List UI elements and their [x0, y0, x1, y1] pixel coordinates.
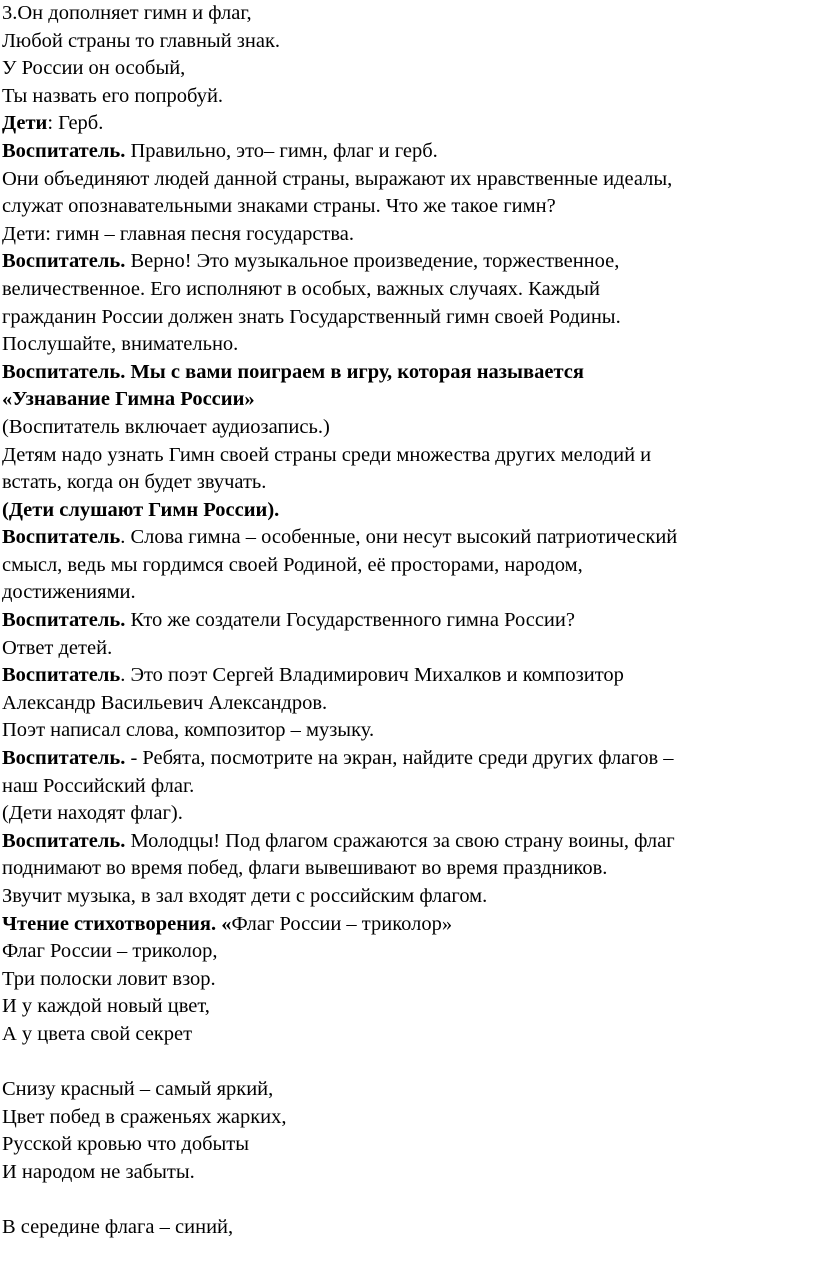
speaker-label: Воспитатель: [2, 526, 121, 549]
reply-text: Кто же создатели Государственного гимна России?: [125, 609, 575, 632]
teacher-paragraph: [2, 524, 812, 607]
teacher-paragraph: [2, 745, 812, 800]
children-reply-line: Ответ детей.: [2, 636, 113, 659]
reply-text: Правильно, это– гимн, флаг и герб.: [125, 139, 438, 162]
reply-text: : Герб.: [47, 112, 104, 135]
text-line: [2, 359, 812, 387]
speaker-label: Воспитатель.: [2, 250, 126, 273]
teacher-paragraph: [2, 828, 812, 883]
poem-stanza: [2, 938, 812, 1048]
text-line: [2, 524, 812, 552]
speaker-label: Воспитатель.: [2, 139, 126, 162]
poem-line: Три полоски ловит взор.: [2, 967, 216, 990]
speaker-label: Воспитатель: [2, 664, 121, 687]
stanza-gap: [2, 1049, 812, 1077]
speaker-label: Воспитатель.: [2, 747, 126, 770]
poem-line: Русской кровью что добыты: [2, 1133, 250, 1156]
reply-text: - Ребята, посмотрите на экран, найдите среди других флагов –: [125, 747, 674, 770]
reply-text: . Слова гимна – особенные, они несут высокий патриотический: [120, 526, 678, 549]
text-line: наш Российский флаг.: [2, 774, 195, 797]
text-line: Александр Васильевич Александров.: [2, 691, 328, 714]
game-paragraph: [2, 359, 812, 414]
text-line: Поэт написал слова, композитор – музыку.: [2, 719, 375, 742]
text-line: [2, 248, 812, 276]
poem-line: А у цвета свой секрет: [2, 1022, 193, 1045]
text-line: [2, 745, 812, 773]
text-line: гражданин России должен знать Государственный гимн своей Родины.: [2, 305, 621, 328]
teacher-paragraph: [2, 248, 812, 358]
stage-direction: [2, 497, 812, 525]
text-line: Детям надо узнать Гимн своей страны среди множества других мелодий и: [2, 443, 652, 466]
teacher-paragraph: [2, 662, 812, 717]
speaker-label: Воспитатель.: [2, 609, 126, 632]
poem-stanza: [2, 1214, 812, 1242]
poem-line: В середине флага – синий,: [2, 1216, 234, 1239]
poem-title: Флаг России – триколор»: [231, 912, 453, 935]
teacher-line: [2, 607, 812, 635]
text-line: величественное. Его исполняют в особых, важных случаях. Каждый: [2, 277, 601, 300]
speaker-label: Воспитатель.: [2, 829, 126, 852]
text-line: смысл, ведь мы гордимся своей Родиной, её просторами, народом,: [2, 553, 583, 576]
paragraph-unite: [2, 166, 812, 221]
game-title-line: Воспитатель. Мы с вами поиграем в игру, которая называется: [2, 360, 584, 383]
poem-stanza: [2, 1076, 812, 1186]
text-line: [2, 386, 812, 414]
text-line: Послушайте, внимательно.: [2, 333, 239, 356]
text-line: служат опознавательными знаками страны. Что же такое гимн?: [2, 195, 556, 218]
stage-direction: (Дети находят флаг).: [2, 802, 183, 825]
poem-line: И у каждой новый цвет,: [2, 995, 210, 1018]
poem-line: Цвет побед в сраженьях жарких,: [2, 1105, 287, 1128]
speaker-label: Дети: [2, 112, 48, 135]
poem-heading: [2, 911, 812, 939]
verse-line: 3.Он дополняет гимн и флаг,: [2, 2, 252, 24]
reply-text: Молодцы! Под флагом сражаются за свою страну воины, флаг: [125, 829, 675, 852]
teacher-line: [2, 138, 812, 166]
reply-text: Верно! Это музыкальное произведение, торжественное,: [125, 250, 620, 273]
text-line: встать, когда он будет звучать.: [2, 471, 267, 494]
verse-line: У России он особый,: [2, 57, 186, 80]
stage-direction-bold: (Дети слушают Гимн России).: [2, 498, 280, 521]
intro-verse: [2, 0, 812, 110]
text-line: [2, 662, 812, 690]
text-line: поднимают во время побед, флаги вывешивают во время праздников.: [2, 857, 608, 880]
children-reply-line: [2, 110, 812, 138]
poem-line: Снизу красный – самый яркий,: [2, 1078, 274, 1101]
stanza-gap: [2, 1187, 812, 1215]
reply-text: . Это поэт Сергей Владимирович Михалков и композитор: [120, 664, 624, 687]
reading-label: Чтение стихотворения. «: [2, 912, 232, 935]
poem-line: И народом не забыты.: [2, 1160, 195, 1183]
verse-line: Любой страны то главный знак.: [2, 29, 281, 52]
text-line: достижениями.: [2, 581, 136, 604]
game-name: «Узнавание Гимна России»: [2, 388, 255, 411]
poem-line: Флаг России – триколор,: [2, 940, 218, 963]
stage-direction: (Воспитатель включает аудиозапись.): [2, 415, 330, 438]
text-line: [2, 828, 812, 856]
children-reply-line: Дети: гимн – главная песня государства.: [2, 222, 355, 245]
task-paragraph: [2, 442, 812, 497]
text-line: Они объединяют людей данной страны, выражают их нравственные идеалы,: [2, 167, 673, 190]
verse-line: Ты назвать его попробуй.: [2, 84, 224, 107]
stage-direction: Звучит музыка, в зал входят дети с российским флагом.: [2, 885, 488, 907]
